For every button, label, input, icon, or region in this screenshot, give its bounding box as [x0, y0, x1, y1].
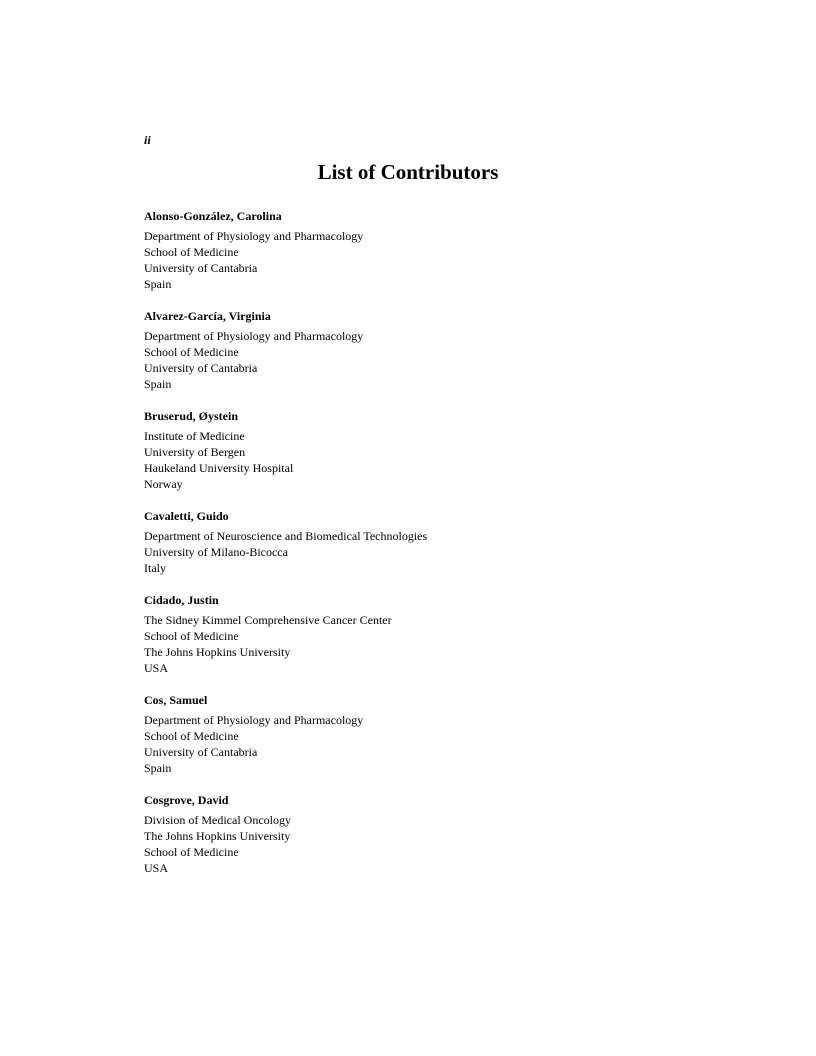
affiliation-line: Department of Physiology and Pharmacology: [144, 329, 364, 343]
contributor-name: Cosgrove, David: [144, 793, 229, 807]
affiliation-line: Spain: [144, 277, 172, 291]
affiliation-line: Institute of Medicine: [144, 429, 245, 443]
affiliation-line: USA: [144, 661, 169, 675]
contributor-name: Cos, Samuel: [144, 693, 208, 707]
affiliation-line: Spain: [144, 761, 172, 775]
affiliation-line: The Sidney Kimmel Comprehensive Cancer Center: [144, 613, 392, 627]
contributor-entry: [144, 592, 704, 692]
contributors-list: [144, 208, 704, 892]
contributor-name: Alonso-González, Carolina: [144, 209, 282, 223]
affiliation-line: School of Medicine: [144, 729, 239, 743]
affiliation-line: The Johns Hopkins University: [144, 645, 291, 659]
contributor-name: Cidado, Justin: [144, 593, 219, 607]
affiliation-line: USA: [144, 861, 169, 875]
affiliation-line: University of Cantabria: [144, 745, 258, 759]
affiliation-line: School of Medicine: [144, 345, 239, 359]
contributor-entry: [144, 692, 704, 792]
affiliation-line: Haukeland University Hospital: [144, 461, 294, 475]
contributor-entry: [144, 792, 704, 892]
affiliation-line: University of Milano-Bicocca: [144, 545, 288, 559]
affiliation-line: School of Medicine: [144, 245, 239, 259]
affiliation-line: University of Cantabria: [144, 361, 258, 375]
affiliation-line: Department of Neuroscience and Biomedical Technologies: [144, 529, 428, 543]
contributor-name: Bruserud, Øystein: [144, 409, 239, 423]
affiliation-line: Department of Physiology and Pharmacology: [144, 713, 364, 727]
affiliation-line: University of Cantabria: [144, 261, 258, 275]
contributor-entry: [144, 208, 704, 308]
affiliation-line: Division of Medical Oncology: [144, 813, 291, 827]
affiliation-line: Department of Physiology and Pharmacology: [144, 229, 364, 243]
contributor-name: Alvarez-García, Virginia: [144, 309, 271, 323]
affiliation-line: The Johns Hopkins University: [144, 829, 291, 843]
affiliation-line: School of Medicine: [144, 629, 239, 643]
affiliation-line: School of Medicine: [144, 845, 239, 859]
page-number: ii: [144, 133, 151, 147]
contributor-entry: [144, 508, 704, 592]
affiliation-line: Norway: [144, 477, 183, 491]
page-title-text: List of Contributors: [317, 160, 499, 184]
page-title: [0, 158, 816, 186]
contributor-entry: [144, 308, 704, 408]
affiliation-line: University of Bergen: [144, 445, 246, 459]
contributor-name: Cavaletti, Guido: [144, 509, 229, 523]
affiliation-line: Italy: [144, 561, 166, 575]
contributor-entry: [144, 408, 704, 508]
affiliation-line: Spain: [144, 377, 172, 391]
